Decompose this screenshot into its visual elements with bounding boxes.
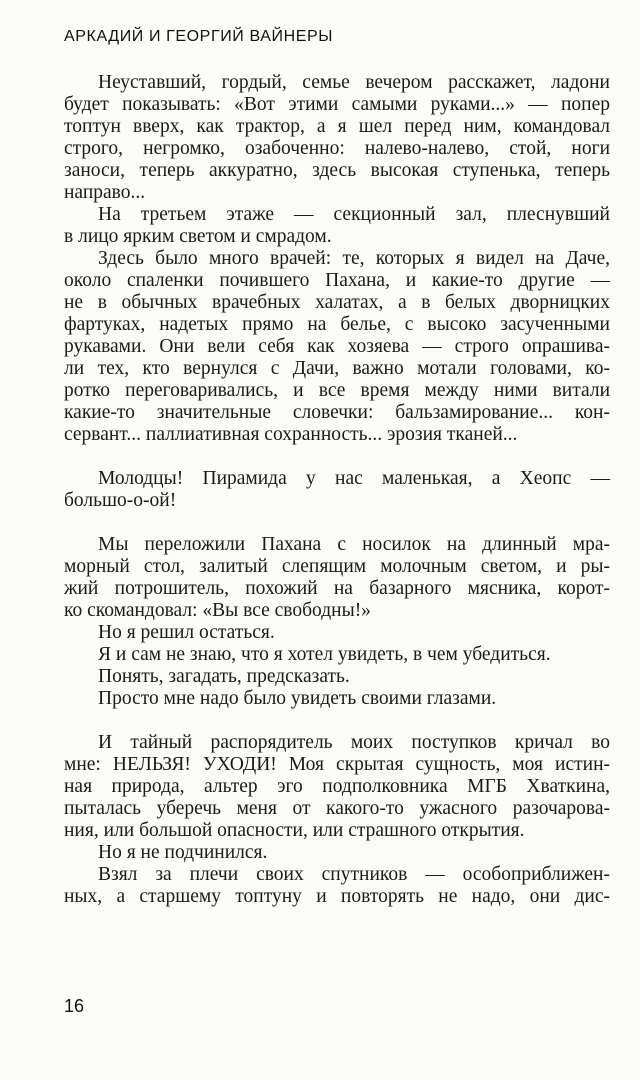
text-line: топтун вверх, как трактор, а я шел перед ним, командовал <box>64 116 610 137</box>
text-line: ли тех, кто вернулся с Дачи, важно мотали головами, ко- <box>64 358 610 379</box>
text-line: И тайный распорядитель моих поступков кричал во <box>98 732 610 753</box>
text-line: Но я не подчинился. <box>98 842 268 863</box>
text-line: какие-то значительные словечки: бальзамирование... кон- <box>64 402 610 423</box>
page-number: 16 <box>64 996 85 1016</box>
text-line: Я и сам не знаю, что я хотел увидеть, в чем убедиться. <box>98 644 551 665</box>
text-line: жий потрошитель, похожий на базарного мясника, корот- <box>64 578 610 599</box>
text-line: заноси, теперь аккуратно, здесь высокая ступенька, теперь <box>64 160 610 181</box>
paragraph <box>64 468 610 512</box>
text-line: ко скомандовал: «Вы все свободны!» <box>64 600 371 621</box>
paragraph <box>64 864 610 908</box>
text-line: около спаленки почившего Пахана, и какие-то другие — <box>64 270 610 291</box>
text-line: Мы переложили Пахана с носилок на длинный мра- <box>98 534 610 555</box>
text-line: пыталась уберечь меня от какого-то ужасного разочарова- <box>64 798 610 819</box>
text-line: Молодцы! Пирамида у нас маленькая, а Хеопс — <box>98 468 610 489</box>
text-line: Просто мне надо было увидеть своими глазами. <box>98 688 497 709</box>
text-line: ротко переговаривались, и все время между ними витали <box>64 380 610 401</box>
text-line: большо-о-ой! <box>64 490 177 511</box>
text-line: в лицо ярким светом и смрадом. <box>64 226 332 247</box>
text-line: строго, негромко, озабоченно: налево-налево, стой, ноги <box>64 138 610 159</box>
running-header: АРКАДИЙ И ГЕОРГИЙ ВАЙНЕРЫ <box>64 28 334 45</box>
paragraph <box>64 248 610 446</box>
text-line: рукавами. Они вели себя как хозяева — строго опрашива- <box>64 336 610 357</box>
text-line: Неуставший, гордый, семье вечером расскажет, ладони <box>98 72 610 93</box>
text-line: Понять, загадать, предсказать. <box>98 666 350 687</box>
paragraph <box>64 534 610 622</box>
paragraph <box>64 72 610 204</box>
text-line: ния, или большой опасности, или страшного открытия. <box>64 820 525 841</box>
text-line: морный стол, залитый слепящим молочным светом, и ры- <box>64 556 610 577</box>
paragraph <box>64 204 610 248</box>
paragraph <box>64 732 610 842</box>
body-text <box>64 72 610 908</box>
text-line: направо... <box>64 182 146 203</box>
paragraph-gap <box>64 512 610 534</box>
text-line: Здесь было много врачей: те, которых я видел на Даче, <box>98 248 610 269</box>
text-line: будет показывать: «Вот этими самыми руками...» — попер <box>64 94 610 115</box>
text-line: Но я решил остаться. <box>98 622 275 643</box>
text-line: не в обычных врачебных халатах, а в белых дворницких <box>64 292 610 313</box>
text-line: ная природа, альтер эго подполковника МГБ Хваткина, <box>64 776 610 797</box>
text-line: фартуках, надетых прямо на белье, с высоко засученными <box>64 314 610 335</box>
text-line: На третьем этаже — секционный зал, плеснувший <box>98 204 610 225</box>
paragraph-gap <box>64 446 610 468</box>
text-line: сервант... паллиативная сохранность... эрозия тканей... <box>64 424 518 445</box>
text-line: Взял за плечи своих спутников — особоприближен- <box>98 864 610 885</box>
paragraph-gap <box>64 710 610 732</box>
text-line: ных, а старшему топтуну и повторять не надо, они дис- <box>64 886 610 907</box>
text-line: мне: НЕЛЬЗЯ! УХОДИ! Моя скрытая сущность, моя истин- <box>64 754 610 775</box>
